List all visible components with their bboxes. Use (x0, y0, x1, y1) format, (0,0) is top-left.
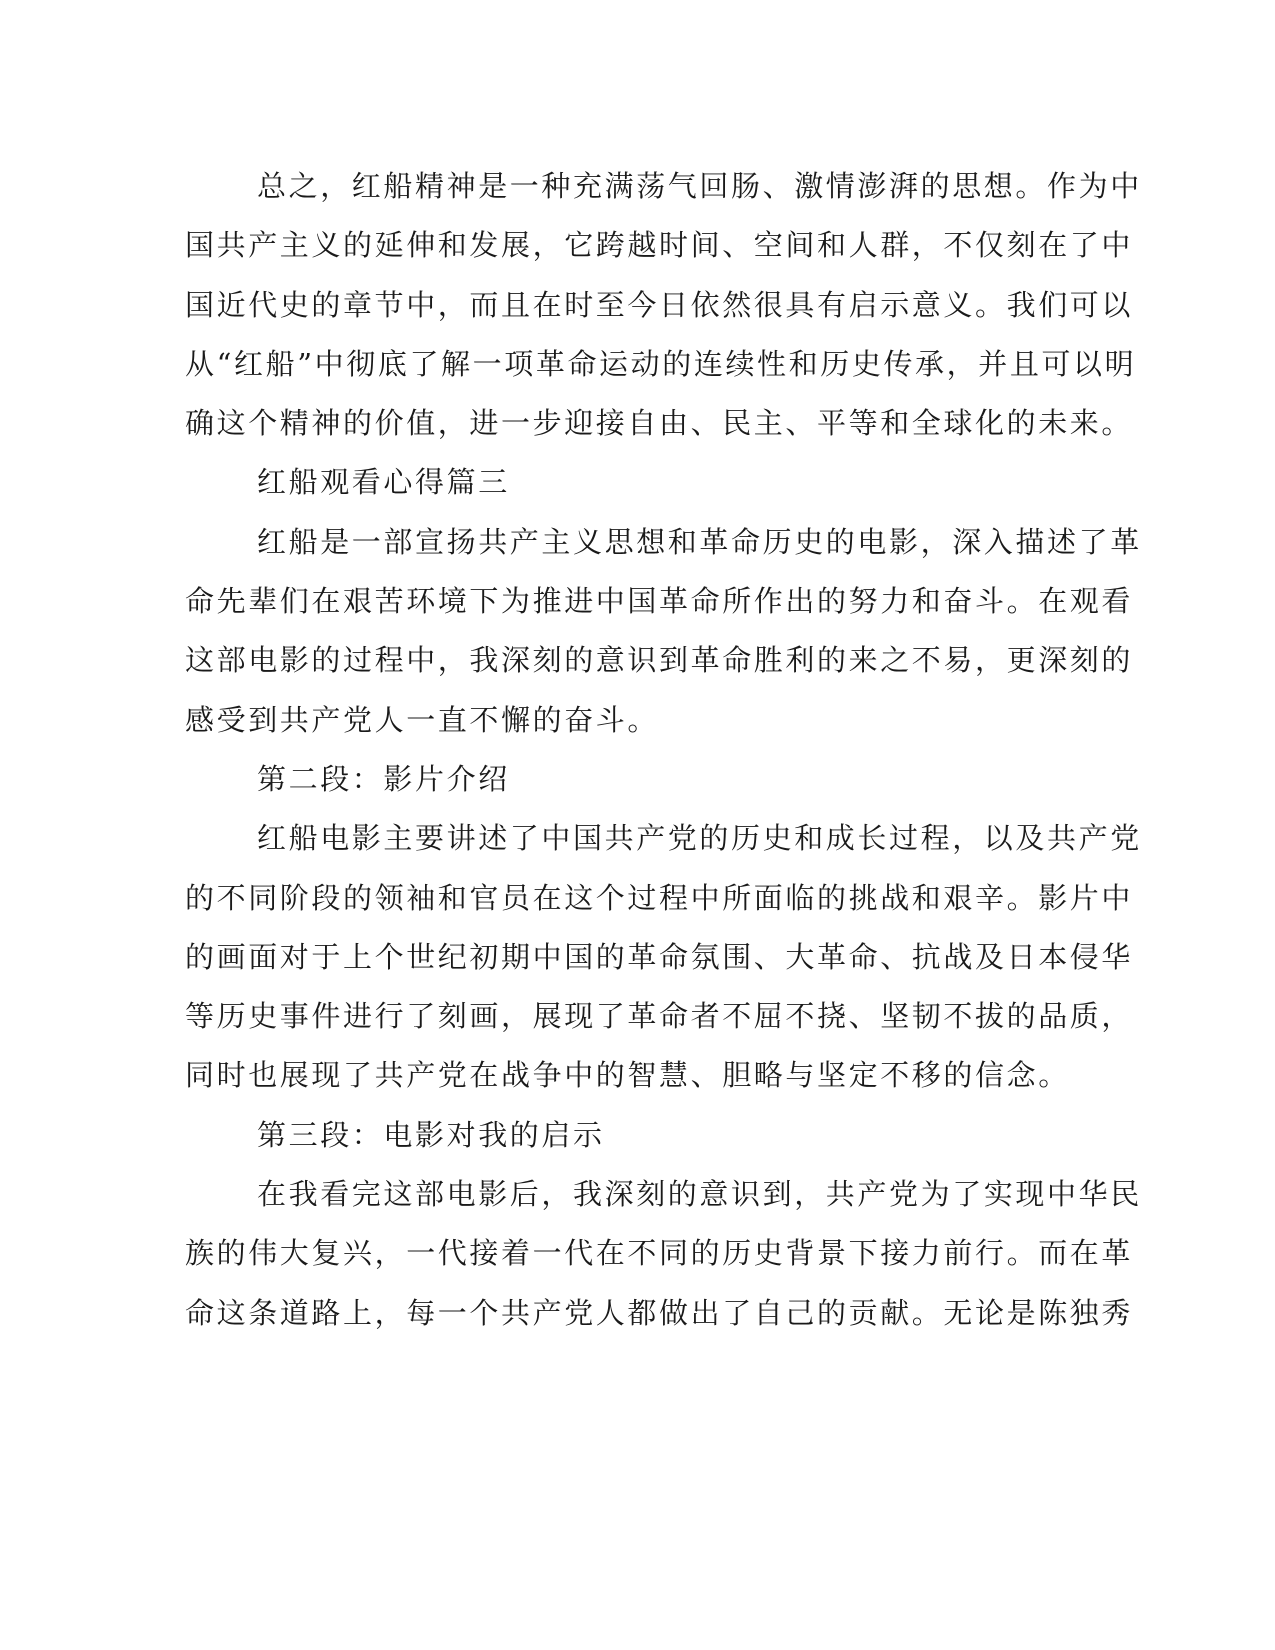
text-line: 感受到共产党人一直不懈的奋斗。 (185, 702, 660, 737)
section-heading: 第二段：影片介绍 (257, 761, 510, 796)
text-line: 红船电影主要讲述了中国共产党的历史和成长过程，以及共产党 (257, 821, 1142, 856)
section-heading: 第三段：电影对我的启示 (257, 1117, 605, 1152)
text-line: 这部电影的过程中，我深刻的意识到革命胜利的来之不易，更深刻的 (185, 643, 1134, 678)
document-body (185, 157, 1142, 1343)
text-line: 红船是一部宣扬共产主义思想和革命历史的电影，深入描述了革 (257, 524, 1142, 559)
text-line: 的不同阶段的领袖和官员在这个过程中所面临的挑战和艰辛。影片中 (185, 880, 1134, 915)
text-line: 等历史事件进行了刻画，展现了革命者不屈不挠、坚韧不拔的品质， (185, 999, 1134, 1034)
text-line: 族的伟大复兴，一代接着一代在不同的历史背景下接力前行。而在革 (185, 1236, 1134, 1271)
text-line: 同时也展现了共产党在战争中的智慧、胆略与坚定不移的信念。 (185, 1058, 1070, 1093)
text-line: 在我看完这部电影后，我深刻的意识到，共产党为了实现中华民 (257, 1177, 1142, 1212)
text-line: 从“红船”中彻底了解一项革命运动的连续性和历史传承，并且可以明 (185, 346, 1137, 381)
section-heading: 红船观看心得篇三 (257, 465, 510, 500)
text-line: 命先辈们在艰苦环境下为推进中国革命所作出的努力和奋斗。在观看 (185, 584, 1134, 619)
text-line: 国共产主义的延伸和发展，它跨越时间、空间和人群，不仅刻在了中 (185, 228, 1134, 263)
text-line: 总之，红船精神是一种充满荡气回肠、激情澎湃的思想。作为中 (257, 169, 1142, 203)
text-line: 的画面对于上个世纪初期中国的革命氛围、大革命、抗战及日本侵华 (185, 939, 1134, 974)
text-line: 国近代史的章节中，而且在时至今日依然很具有启示意义。我们可以 (185, 287, 1134, 322)
text-line: 确这个精神的价值，进一步迎接自由、民主、平等和全球化的未来。 (185, 406, 1134, 441)
text-line: 命这条道路上，每一个共产党人都做出了自己的贡献。无论是陈独秀 (185, 1295, 1134, 1330)
